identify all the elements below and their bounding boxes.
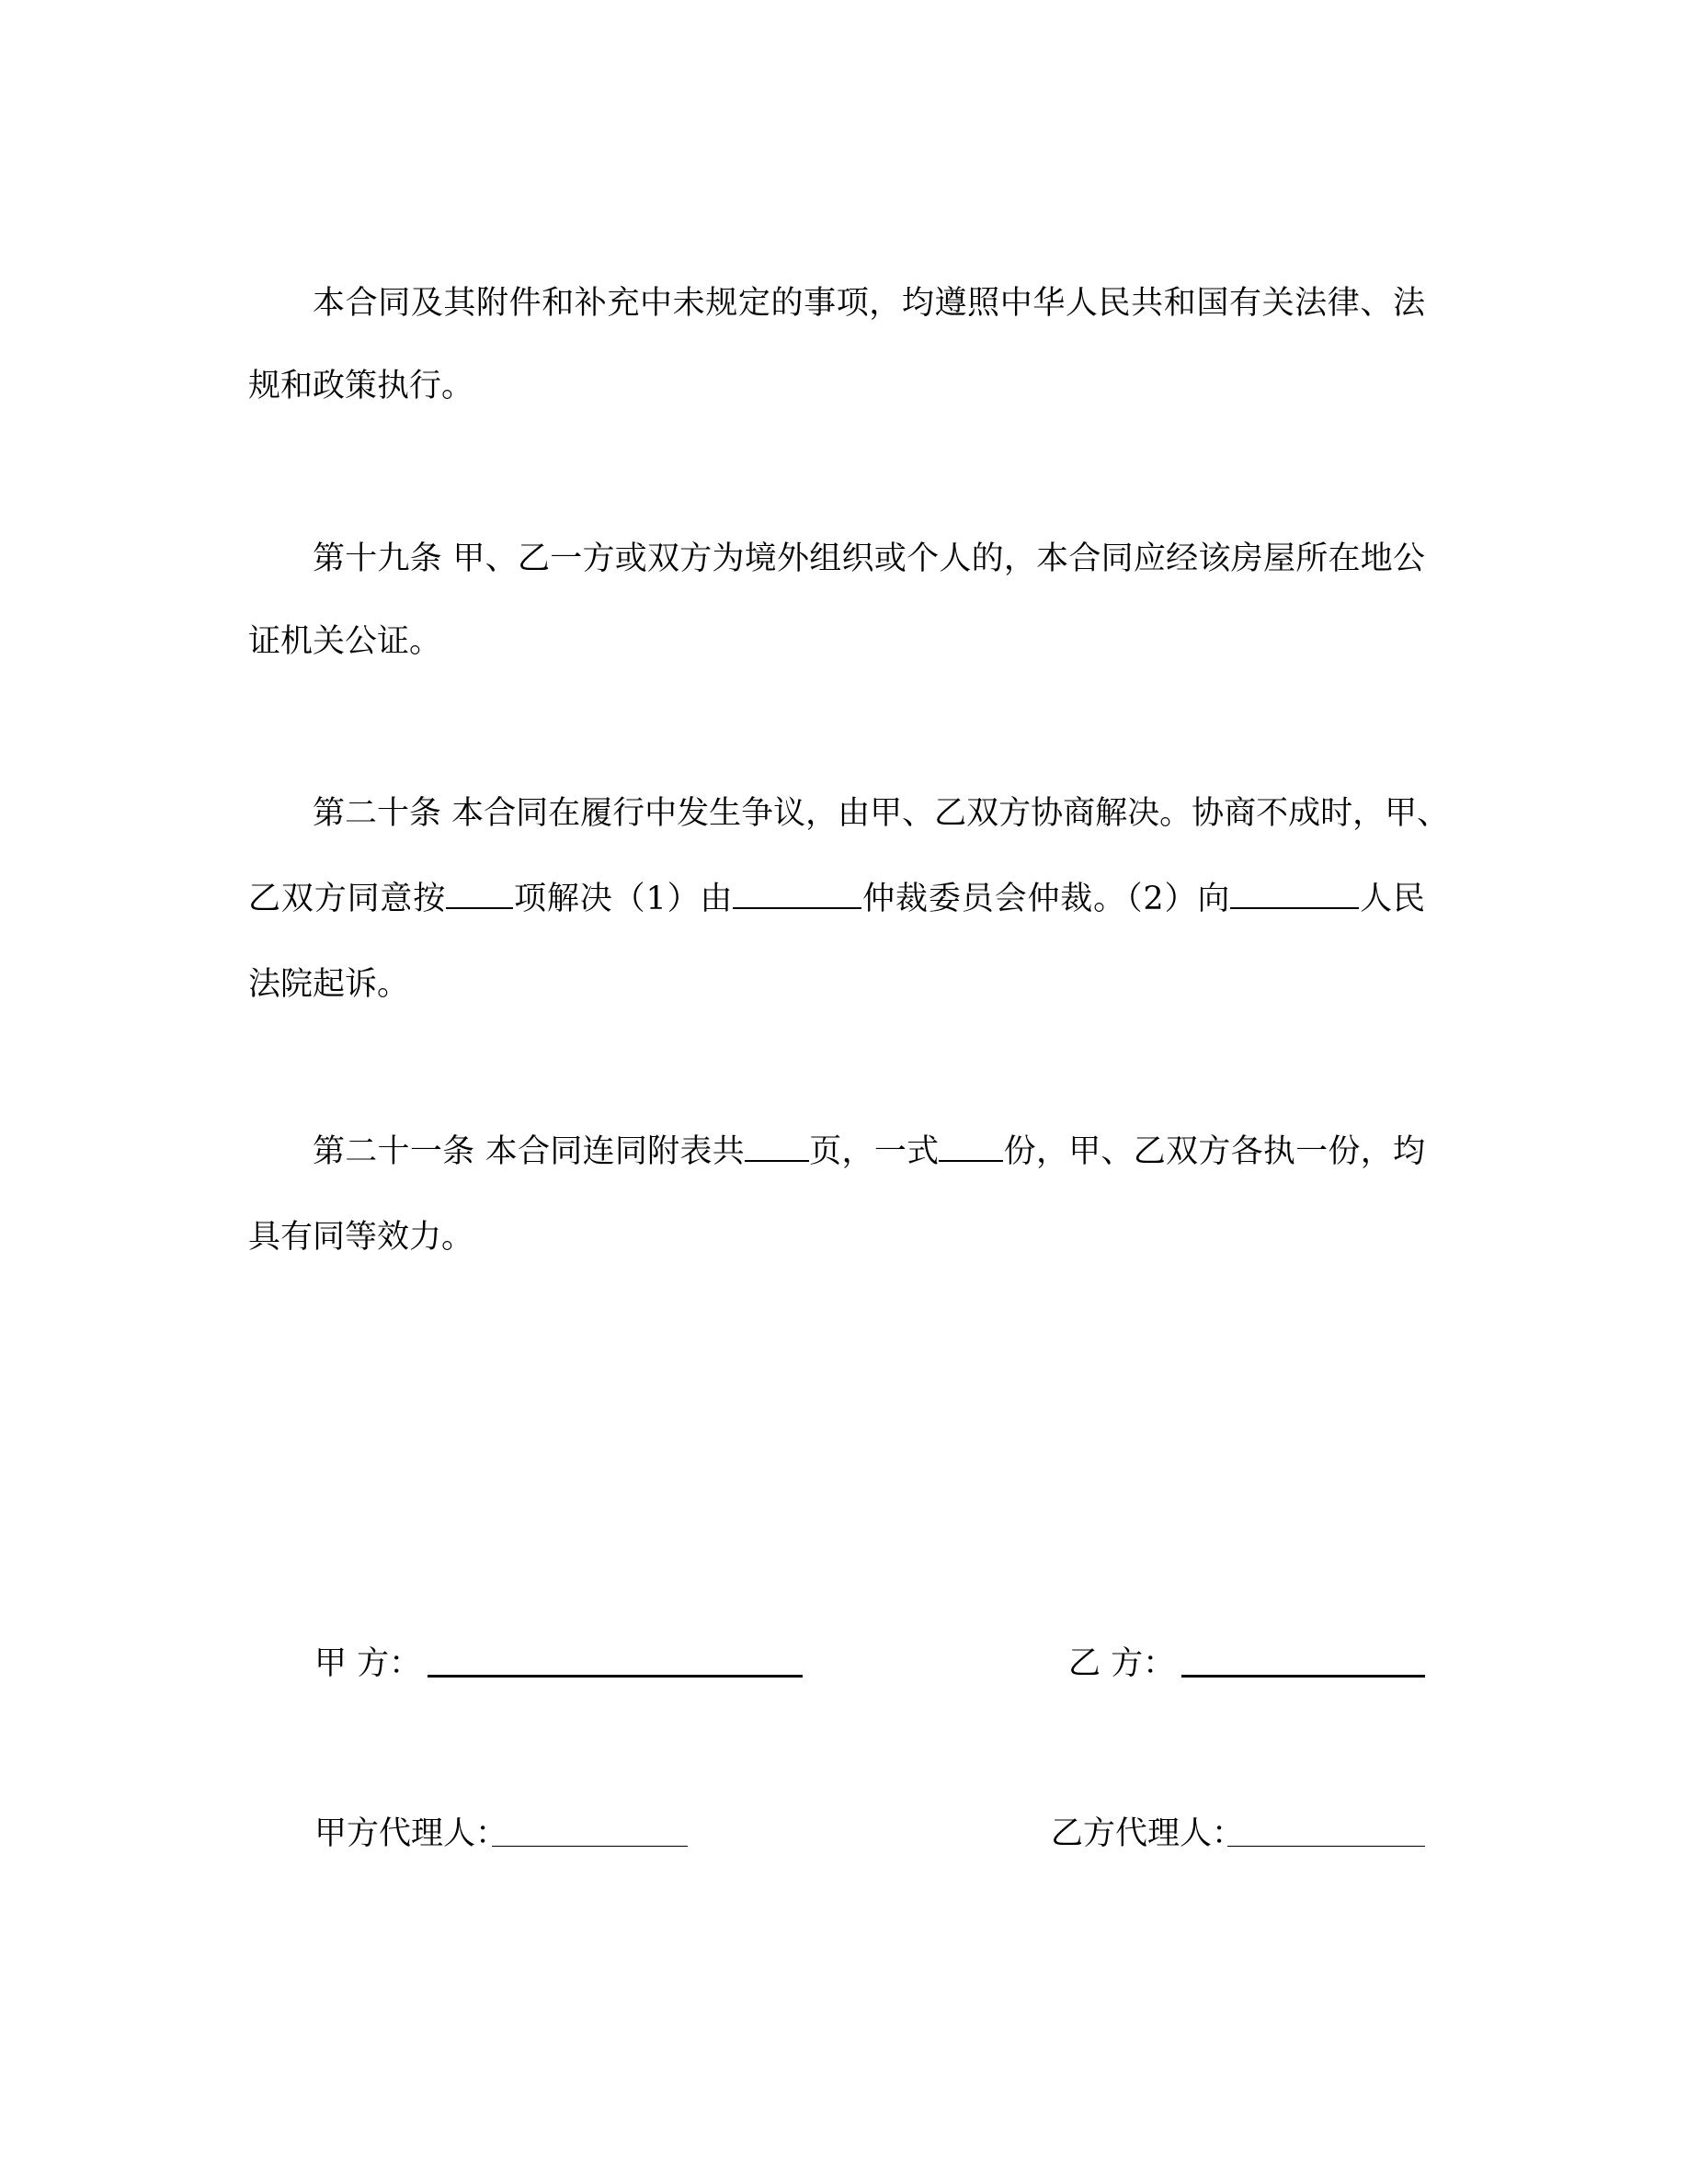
text-segment: 乙双方同意按 <box>248 881 447 917</box>
blank-arbitration-committee[interactable] <box>733 880 861 909</box>
text-segment: 仲裁委员会仲裁。（2）向 <box>861 881 1231 917</box>
party-b-agent-label: 乙方代理人： <box>1051 1815 1245 1852</box>
article-20-line1: 第二十条 本合同在履行中发生争议，由甲、乙双方协商解决。协商不成时，甲、 <box>313 795 1450 832</box>
text-segment: 份，甲、乙双方各执一份，均 <box>1003 1133 1425 1170</box>
p1-line2: 规和政策执行。 <box>248 368 474 404</box>
party-b-label: 乙 方： <box>1068 1645 1176 1682</box>
text-segment: 人民 <box>1359 881 1425 917</box>
text-segment: 页，一式 <box>809 1133 940 1170</box>
article-20-line3: 法院起诉。 <box>248 966 410 1003</box>
p1-line1: 本合同及其附件和补充中未规定的事项，均遵照中华人民共和国有关法律、法 <box>313 285 1425 322</box>
article-19-line1: 第十九条 甲、乙一方或双方为境外组织或个人的，本合同应经该房屋所在地公 <box>313 540 1425 577</box>
blank-page-count[interactable] <box>745 1132 809 1162</box>
blank-resolution-option[interactable] <box>446 880 513 909</box>
party-a-signature-line[interactable] <box>428 1675 803 1678</box>
text-segment: 项解决（1）由 <box>513 881 734 917</box>
article-19-line2: 证机关公证。 <box>248 623 442 660</box>
blank-copy-count[interactable] <box>939 1132 1003 1162</box>
blank-court[interactable] <box>1230 880 1359 909</box>
party-a-agent-label: 甲方代理人： <box>314 1815 508 1852</box>
party-b-agent-line[interactable] <box>1227 1846 1425 1847</box>
party-b-signature-line[interactable] <box>1181 1675 1425 1678</box>
article-21-line1 <box>313 1132 1425 1172</box>
party-a-agent-line[interactable] <box>492 1846 688 1847</box>
article-21-line2: 具有同等效力。 <box>248 1219 474 1256</box>
article-20-line2 <box>248 879 1425 919</box>
text-segment: 第二十一条 本合同连同附表共 <box>313 1133 745 1170</box>
party-a-label: 甲 方： <box>314 1645 422 1682</box>
